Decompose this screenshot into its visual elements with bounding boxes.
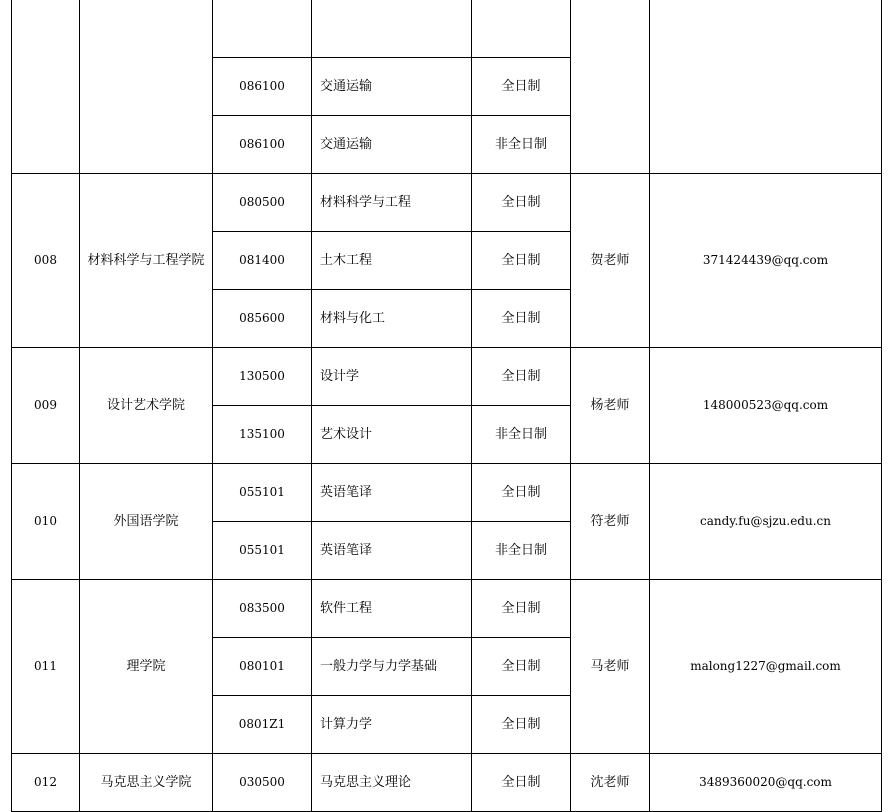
study-mode-cell: 全日制 (472, 754, 571, 812)
major-name-cell: 计算力学 (312, 696, 472, 754)
college-name-cell: 外国语学院 (80, 464, 213, 580)
study-mode-cell: 全日制 (472, 696, 571, 754)
major-name-cell: 土木工程 (312, 232, 472, 290)
study-mode-cell (472, 0, 571, 58)
major-code-cell: 135100 (213, 406, 312, 464)
study-mode-cell: 全日制 (472, 638, 571, 696)
contact-email-cell: 371424439@qq.com (650, 174, 882, 348)
major-name-cell: 一般力学与力学基础 (312, 638, 472, 696)
table-row (12, 174, 882, 232)
major-code-cell (213, 0, 312, 58)
major-name-cell (312, 0, 472, 58)
major-code-cell: 055101 (213, 522, 312, 580)
table-row (12, 580, 882, 638)
major-name-cell: 艺术设计 (312, 406, 472, 464)
college-name-cell: 马克思主义学院 (80, 754, 213, 812)
study-mode-cell: 非全日制 (472, 116, 571, 174)
table-row (12, 464, 882, 522)
college-name-cell (80, 0, 213, 174)
college-code-cell: 008 (12, 174, 80, 348)
major-name-cell: 设计学 (312, 348, 472, 406)
contact-teacher-cell: 沈老师 (571, 754, 650, 812)
contact-email-cell (650, 0, 882, 174)
major-code-cell: 080500 (213, 174, 312, 232)
major-code-cell: 055101 (213, 464, 312, 522)
study-mode-cell: 非全日制 (472, 406, 571, 464)
study-mode-cell: 非全日制 (472, 522, 571, 580)
contact-email-cell: candy.fu@sjzu.edu.cn (650, 464, 882, 580)
major-code-cell: 086100 (213, 58, 312, 116)
major-code-cell: 083500 (213, 580, 312, 638)
contact-email-cell: malong1227@gmail.com (650, 580, 882, 754)
contact-teacher-cell: 符老师 (571, 464, 650, 580)
study-mode-cell: 全日制 (472, 174, 571, 232)
major-name-cell: 材料科学与工程 (312, 174, 472, 232)
table-row (12, 348, 882, 406)
study-mode-cell: 全日制 (472, 232, 571, 290)
contact-teacher-cell: 贺老师 (571, 174, 650, 348)
major-name-cell: 软件工程 (312, 580, 472, 638)
study-mode-cell: 全日制 (472, 580, 571, 638)
study-mode-cell: 全日制 (472, 464, 571, 522)
major-name-cell: 英语笔译 (312, 522, 472, 580)
major-code-cell: 080101 (213, 638, 312, 696)
major-code-cell: 085600 (213, 290, 312, 348)
major-name-cell: 材料与化工 (312, 290, 472, 348)
college-name-cell: 材料科学与工程学院 (80, 174, 213, 348)
contact-teacher-cell: 马老师 (571, 580, 650, 754)
contact-teacher-cell: 杨老师 (571, 348, 650, 464)
table-row (12, 754, 882, 812)
college-code-cell: 012 (12, 754, 80, 812)
contact-email-cell: 148000523@qq.com (650, 348, 882, 464)
major-code-cell: 030500 (213, 754, 312, 812)
study-mode-cell: 全日制 (472, 290, 571, 348)
college-code-cell: 010 (12, 464, 80, 580)
study-mode-cell: 全日制 (472, 58, 571, 116)
major-code-cell: 130500 (213, 348, 312, 406)
college-name-cell: 设计艺术学院 (80, 348, 213, 464)
contact-email-cell: 3489360020@qq.com (650, 754, 882, 812)
major-code-cell: 086100 (213, 116, 312, 174)
major-name-cell: 英语笔译 (312, 464, 472, 522)
major-name-cell: 交通运输 (312, 58, 472, 116)
college-code-cell: 011 (12, 580, 80, 754)
study-mode-cell: 全日制 (472, 348, 571, 406)
major-code-cell: 0801Z1 (213, 696, 312, 754)
college-code-cell: 009 (12, 348, 80, 464)
major-name-cell: 马克思主义理论 (312, 754, 472, 812)
major-code-cell: 081400 (213, 232, 312, 290)
enrollment-contact-table (11, 0, 882, 812)
major-name-cell: 交通运输 (312, 116, 472, 174)
table-row (12, 0, 882, 58)
college-name-cell: 理学院 (80, 580, 213, 754)
college-code-cell (12, 0, 80, 174)
contact-teacher-cell (571, 0, 650, 174)
